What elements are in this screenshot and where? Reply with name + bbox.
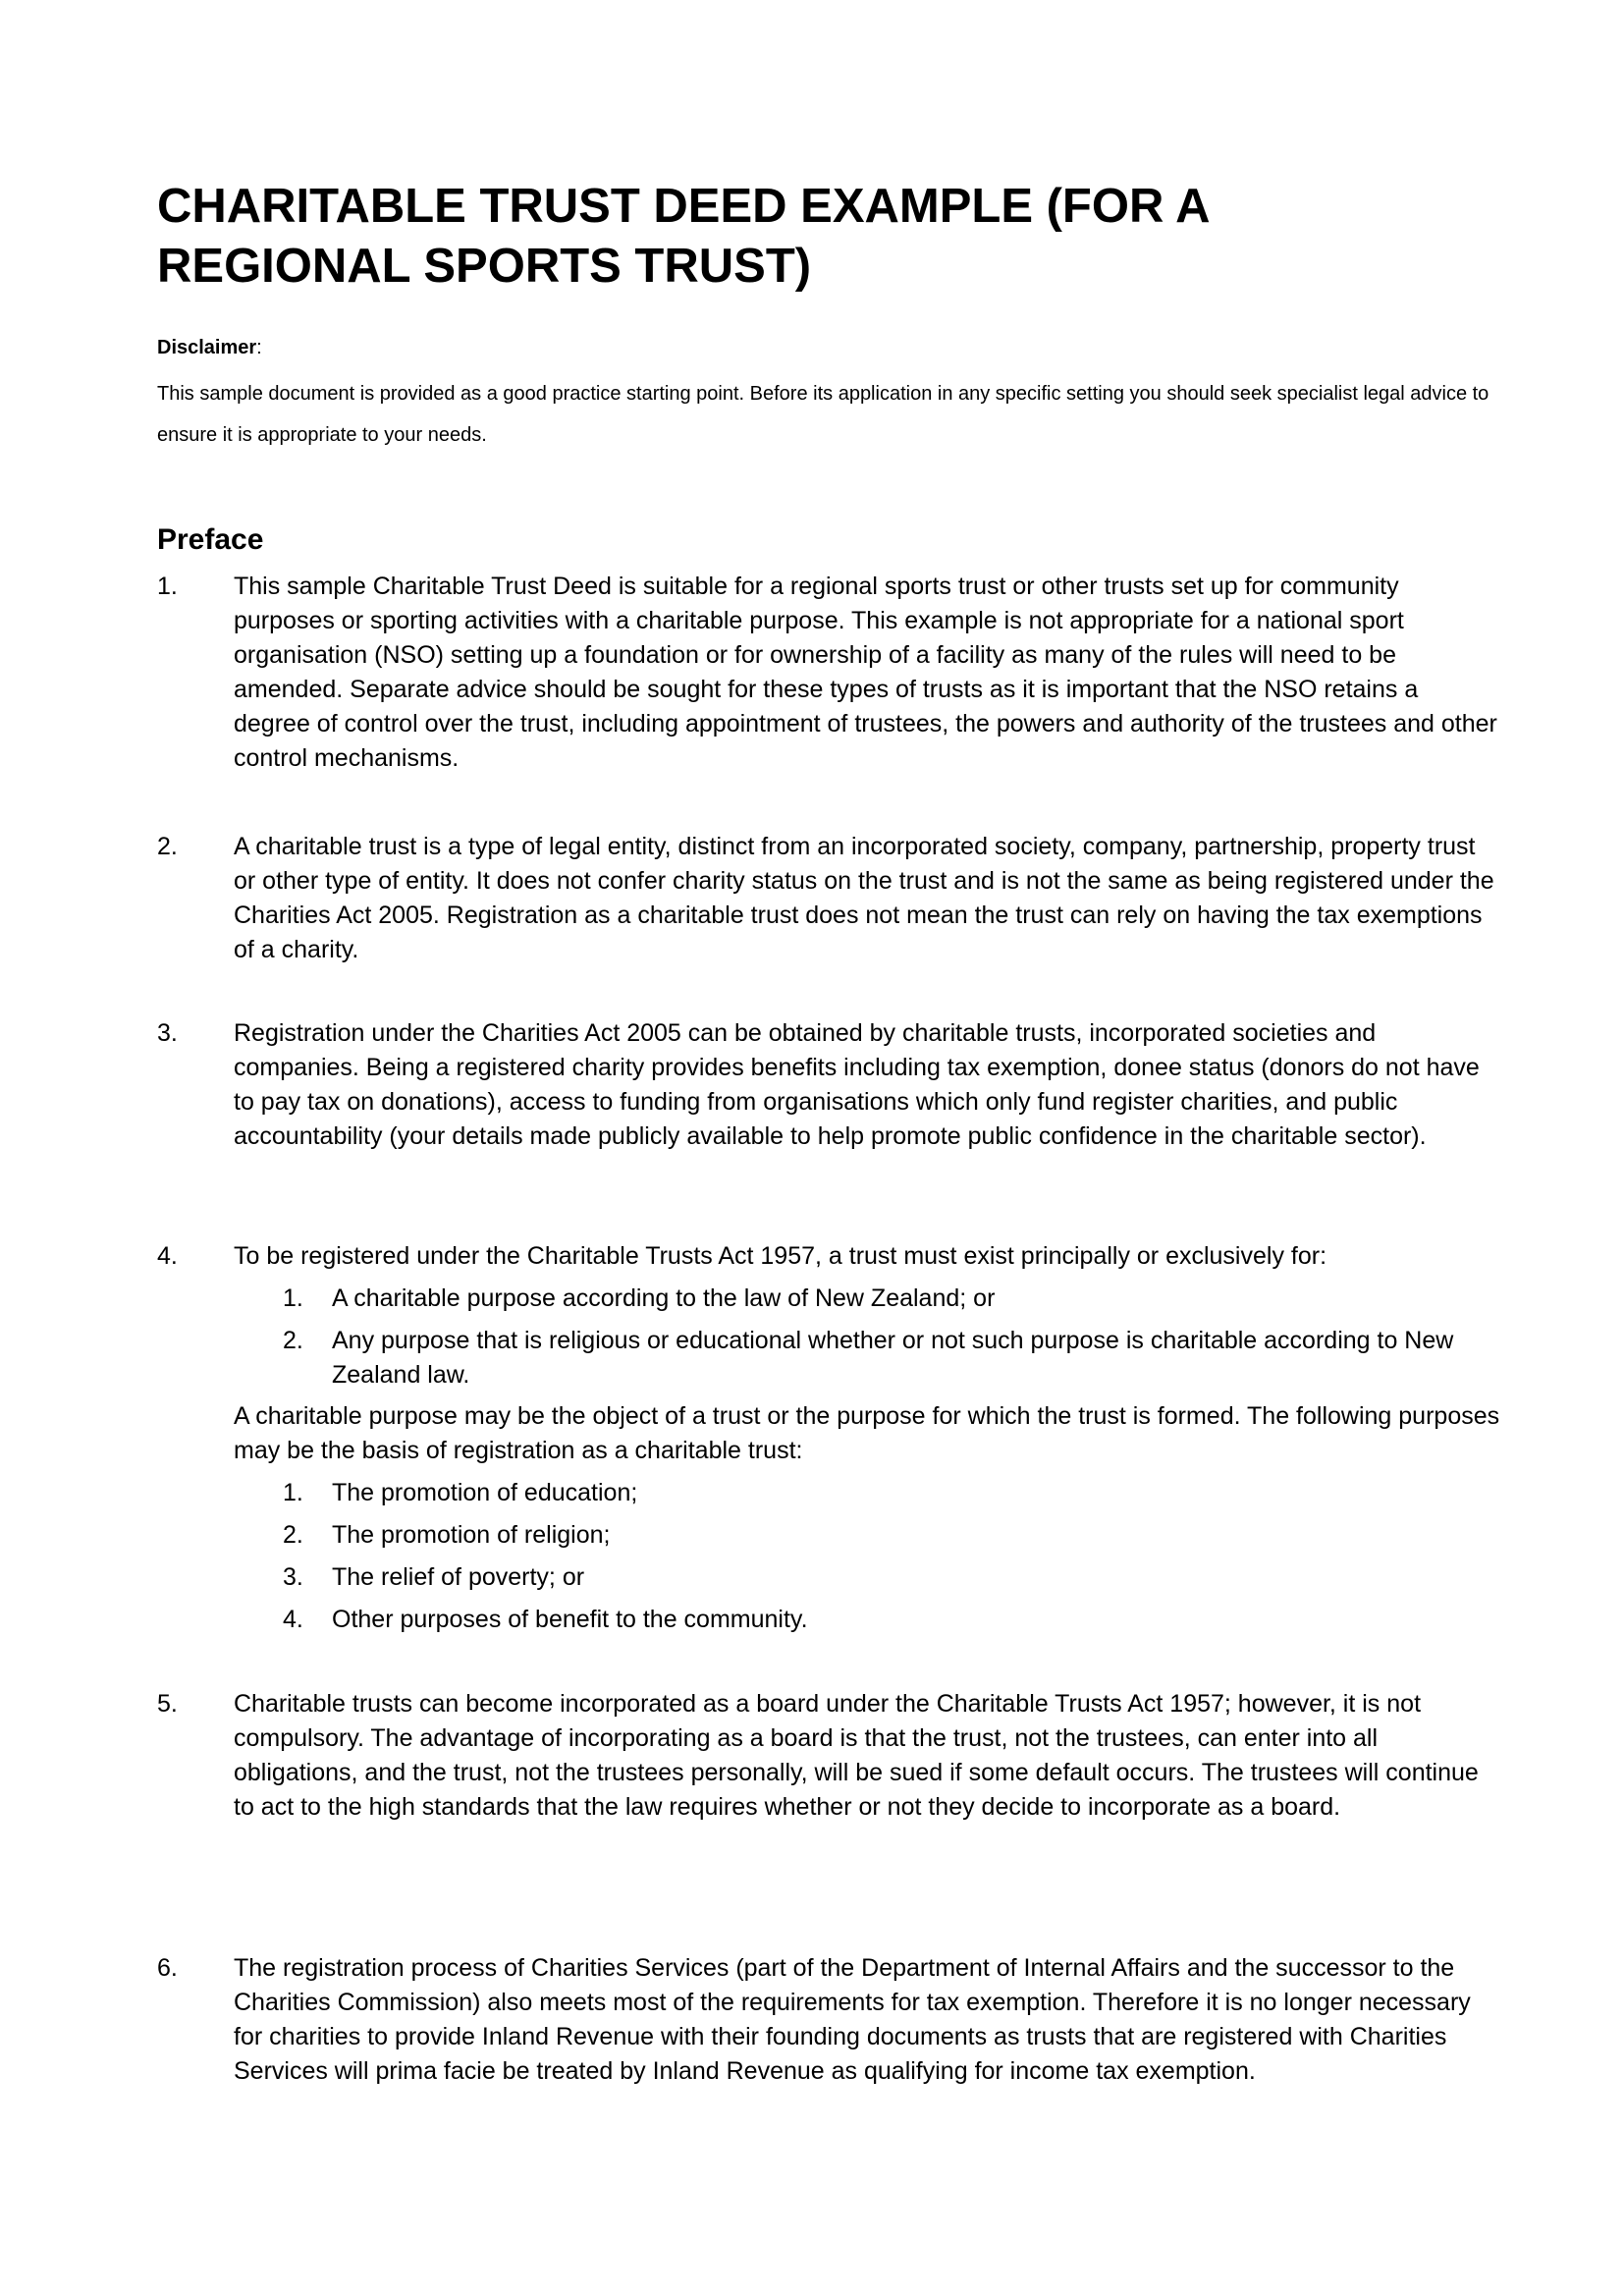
sub-item-text: The relief of poverty; or xyxy=(332,1563,585,1591)
sub-item-number: 2. xyxy=(283,1327,303,1354)
item-number: 2. xyxy=(157,833,178,860)
sub-item-text: Any purpose that is religious or educational whether or not such purpose is charitable according to New Zealand law. xyxy=(332,1327,1454,1389)
item-number: 1. xyxy=(157,573,178,600)
item-number: 5. xyxy=(157,1690,178,1718)
sub-item-text: A charitable purpose according to the law of New Zealand; or xyxy=(332,1284,996,1312)
sub-item-number: 1. xyxy=(283,1479,303,1506)
item-number: 6. xyxy=(157,1954,178,1982)
sub-item-number: 2. xyxy=(283,1521,303,1549)
page-title: CHARITABLE TRUST DEED EXAMPLE (FOR A REGIONAL SPORTS TRUST) xyxy=(157,180,1209,293)
item-middle-text xyxy=(234,1399,1500,1468)
disclaimer-label xyxy=(157,334,262,361)
sub-item-text: The promotion of education; xyxy=(332,1479,638,1506)
item-text: Charitable trusts can become incorporated as a board under the Charitable Trusts Act 1957; however, it is not compulsory. The advantage of incorporating as a board is that the trust, not the trustees, can enter into all obligations, and the trust, not the trustees personally, will be sued if some default occurs. The trustees will continue to act to the high standards that the law requires whether or not they decide to incorporate as a board. xyxy=(234,1690,1479,1821)
item-text: A charitable trust is a type of legal entity, distinct from an incorporated society, company, partnership, property trust or other type of entity. It does not confer charity status on the trust and is not the same as being registered under the Charities Act 2005. Registration as a charitable trust does not mean the trust can rely on having the tax exemptions of a charity. xyxy=(234,833,1494,963)
sub-item-text: Other purposes of benefit to the community. xyxy=(332,1606,808,1633)
middle-paragraph: A charitable purpose may be the object of a trust or the purpose for which the trust is formed. The following purposes may be the basis of registration as a charitable trust: xyxy=(234,1402,1500,1464)
item-intro-text: To be registered under the Charitable Trusts Act 1957, a trust must exist principally or exclusively for: xyxy=(234,1242,1327,1270)
item-text: Registration under the Charities Act 2005 can be obtained by charitable trusts, incorporated societies and companies. Being a registered charity provides benefits including tax exemption, donee status (donors do not have to pay tax on donations), access to funding from organisations which only fund register charities, and public accountability (your details made publicly available to help promote public confidence in the charitable sector). xyxy=(234,1019,1480,1150)
item-text: This sample Charitable Trust Deed is suitable for a regional sports trust or other trusts set up for community purposes or sporting activities with a charitable purpose. This example is not appropriate for a national sport organisation (NSO) setting up a foundation or for ownership of a facility as many of the rules will need to be amended. Separate advice should be sought for these types of trusts as it is important that the NSO retains a degree of control over the trust, including appointment of trustees, the powers and authority of the trustees and other control mechanisms. xyxy=(234,573,1497,772)
item-number: 4. xyxy=(157,1242,178,1270)
sub-item-number: 4. xyxy=(283,1606,303,1633)
preface-heading: Preface xyxy=(157,523,264,556)
disclaimer-text: This sample document is provided as a good practice starting point. Before its application in any specific setting you should seek specialist legal advice to ensure it is appropriate to your needs. xyxy=(157,383,1489,446)
sub-item-number: 1. xyxy=(283,1284,303,1312)
disclaimer-label-text: Disclaimer xyxy=(157,337,257,358)
item-text: The registration process of Charities Services (part of the Department of Internal Affairs and the successor to the Charities Commission) also meets most of the requirements for tax exemption. Therefore it is no longer necessary for charities to provide Inland Revenue with their founding documents as trusts that are registered with Charities Services will prima facie be treated by Inland Revenue as qualifying for income tax exemption. xyxy=(234,1954,1471,2085)
disclaimer-colon: : xyxy=(256,337,262,358)
sub-item-number: 3. xyxy=(283,1563,303,1591)
sub-item-text: The promotion of religion; xyxy=(332,1521,611,1549)
item-number: 3. xyxy=(157,1019,178,1047)
item-text xyxy=(234,1239,1500,1633)
